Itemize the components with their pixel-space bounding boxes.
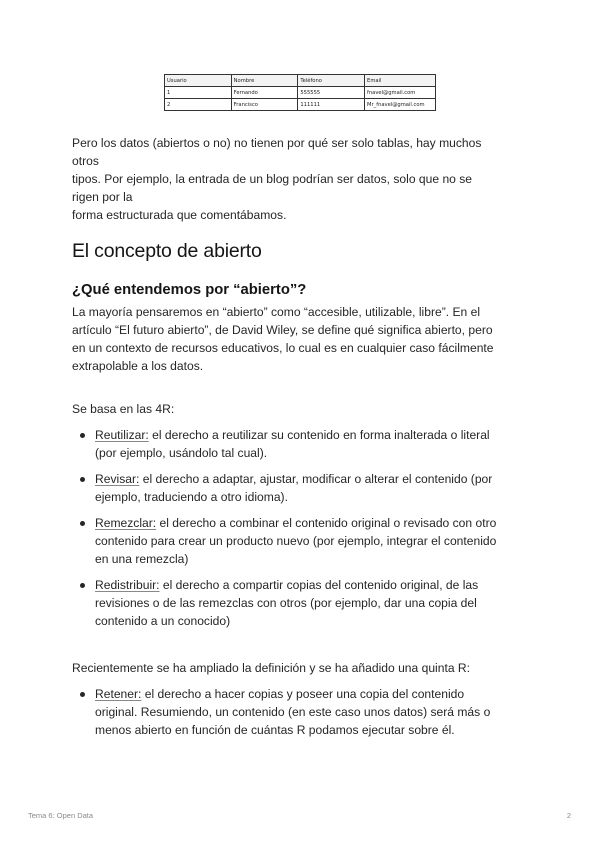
table-cell: 2: [165, 99, 232, 111]
text-line: contenido para crear un producto nuevo (por ejemplo, integrar el contenido: [95, 534, 497, 548]
table-cell: Francisco: [231, 99, 298, 111]
text-line: tipos. Por ejemplo, la entrada de un blog podrían ser datos, solo que no se: [72, 172, 473, 186]
text-line: en un contexto de recursos educativos, lo cual es en cualquier caso fácilmente: [72, 341, 494, 355]
section-heading: El concepto de abierto: [72, 240, 262, 262]
text-line: Se basa en las 4R:: [72, 402, 175, 416]
text-line: artículo “El futuro abierto”, de David Wiley, se define qué significa abierto, pero: [72, 323, 493, 337]
term-label: Redistribuir:: [95, 578, 160, 592]
four-r-list: [72, 426, 532, 638]
table-header-cell: Email: [365, 75, 436, 87]
intro-paragraph: [72, 134, 530, 224]
bullet-icon: [80, 477, 85, 482]
table-cell: 111111: [298, 99, 365, 111]
list-item: [72, 685, 532, 739]
text-line: en una remezcla): [95, 552, 189, 566]
table-cell: Fernando: [231, 87, 298, 99]
table-header-cell: Teléfono: [298, 75, 365, 87]
list-item: [72, 470, 532, 506]
text-line: el derecho a hacer copias y poseer una copia del contenido: [141, 687, 465, 701]
list-item: [72, 576, 532, 630]
table-row: [165, 87, 436, 99]
table-cell: 1: [165, 87, 232, 99]
text-line: el derecho a combinar el contenido original o revisado con otro: [156, 516, 497, 530]
page-number: 2: [566, 811, 571, 820]
text-line: revisiones o de las remezclas con otros (por ejemplo, dar una copia del: [95, 596, 477, 610]
table-cell: 555555: [298, 87, 365, 99]
term-label: Remezclar:: [95, 516, 157, 530]
bullet-icon: [80, 433, 85, 438]
table-cell: Mr_fnavel@gmail.com: [365, 99, 436, 111]
text-line: Recientemente se ha ampliado la definición y se ha añadido una quinta R:: [72, 661, 471, 675]
text-line: forma estructurada que comentábamos.: [72, 208, 287, 222]
table-header-cell: Usuario: [165, 75, 232, 87]
term-label: Revisar:: [95, 472, 140, 486]
text-line: menos abierto en función de cuántas R podamos ejecutar sobre él.: [95, 723, 455, 737]
table-header-cell: Nombre: [231, 75, 298, 87]
text-line: ejemplo, traduciendo a otro idioma).: [95, 490, 288, 504]
table-row: [165, 99, 436, 111]
list-item: [72, 514, 532, 568]
list-item: [72, 426, 532, 462]
text-line: La mayoría pensaremos en “abierto” como “accesible, utilizable, libre”. En el: [72, 305, 481, 319]
text-line: original. Resumiendo, un contenido (en este caso unos datos) será más o: [95, 705, 491, 719]
text-line: rigen por la: [72, 190, 133, 204]
table-cell: fnavel@gmail.com: [365, 87, 436, 99]
text-line: contenido a un conocido): [95, 614, 231, 628]
text-line: (por ejemplo, usándolo tal cual).: [95, 446, 268, 460]
bullet-icon: [80, 521, 85, 526]
text-line: extrapolable a los datos.: [72, 359, 204, 373]
text-line: Pero los datos (abiertos o no) no tienen por qué ser solo tablas, hay muchos: [72, 136, 482, 150]
text-line: el derecho a compartir copias del contenido original, de las: [159, 578, 479, 592]
bullet-icon: [80, 692, 85, 697]
fifth-r-intro: [72, 659, 530, 677]
bullet-icon: [80, 583, 85, 588]
definition-paragraph: [72, 303, 530, 375]
four-r-intro: [72, 400, 530, 418]
text-line: el derecho a adaptar, ajustar, modificar o alterar el contenido (por: [139, 472, 493, 486]
text-line: el derecho a reutilizar su contenido en forma inalterada o literal: [148, 428, 490, 442]
text-line: otros: [72, 154, 99, 168]
term-label: Reutilizar:: [95, 428, 149, 442]
users-table: [164, 74, 436, 111]
footer-title: Tema 6: Open Data: [28, 811, 94, 820]
table-header-row: [165, 75, 436, 87]
term-label: Retener:: [95, 687, 142, 701]
fifth-r-list: [72, 685, 532, 747]
subsection-heading: ¿Qué entendemos por “abierto”?: [72, 282, 307, 298]
